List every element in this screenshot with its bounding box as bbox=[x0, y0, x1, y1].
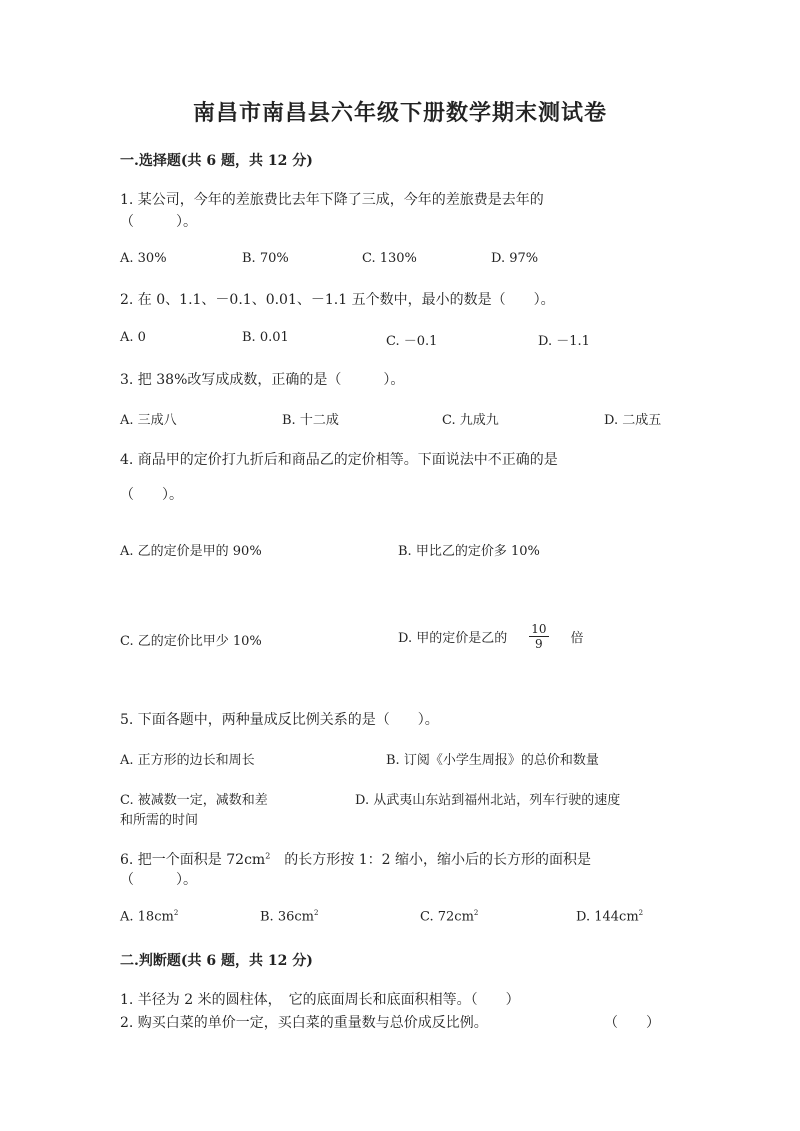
question-5-option-d-continued: 和所需的时间 bbox=[120, 813, 199, 828]
question-3-option-a[interactable]: A. 三成八 bbox=[120, 413, 177, 428]
question-4-option-d-suffix: 倍 bbox=[570, 631, 584, 646]
question-6-text bbox=[120, 849, 591, 869]
judgement-1-text: 1. 半径为 2 米的圆柱体， 它的底面周长和底面积相等。（ ） bbox=[120, 992, 520, 1008]
question-1-option-c[interactable]: C. 130% bbox=[362, 251, 417, 266]
question-3-option-b[interactable]: B. 十二成 bbox=[282, 413, 339, 428]
question-2-option-d[interactable]: D. －1.1 bbox=[538, 334, 590, 349]
question-6-text-start: 6. 把一个面积是 72cm bbox=[120, 852, 266, 868]
question-4-option-d[interactable] bbox=[398, 622, 584, 651]
question-1-blank: （ ）。 bbox=[120, 214, 197, 230]
question-5-option-a[interactable]: A. 正方形的边长和周长 bbox=[120, 753, 255, 768]
question-5-option-b[interactable]: B. 订阅《小学生周报》的总价和数量 bbox=[386, 753, 599, 768]
option-a-text: A. 18cm bbox=[120, 909, 174, 925]
option-c-text: C. 72cm bbox=[420, 909, 474, 925]
squared-superscript: 2 bbox=[313, 909, 319, 917]
question-6-text-end: 的长方形按 1：2 缩小，缩小后的长方形的面积是 bbox=[284, 852, 592, 868]
squared-superscript: 2 bbox=[173, 909, 179, 917]
option-b-text: B. 36cm bbox=[260, 909, 314, 925]
question-1-option-b[interactable]: B. 70% bbox=[242, 251, 289, 266]
question-6-blank: （ ）。 bbox=[120, 872, 197, 888]
question-4-option-a[interactable]: A. 乙的定价是甲的 90% bbox=[120, 544, 262, 559]
page-title: 南昌市南昌县六年级下册数学期末测试卷 bbox=[192, 100, 607, 126]
question-6-option-c[interactable] bbox=[420, 909, 478, 924]
judgement-2-answer-blank[interactable]: （ ） bbox=[604, 1015, 660, 1031]
question-3-option-c[interactable]: C. 九成九 bbox=[442, 413, 499, 428]
option-d-text: D. 144cm bbox=[576, 909, 639, 925]
question-3-text: 3. 把 38%改写成成数，正确的是（ ）。 bbox=[120, 372, 405, 388]
question-1-text: 1. 某公司，今年的差旅费比去年下降了三成，今年的差旅费是去年的 bbox=[120, 192, 544, 208]
squared-superscript: 2 bbox=[265, 851, 271, 861]
question-6-option-d[interactable] bbox=[576, 909, 643, 924]
judgement-2-text: 2. 购买白菜的单价一定，买白菜的重量数与总价成反比例。 bbox=[120, 1015, 488, 1031]
question-2-option-c[interactable]: C. －0.1 bbox=[386, 334, 438, 349]
fraction-numerator: 10 bbox=[531, 622, 547, 636]
question-1-option-d[interactable]: D. 97% bbox=[491, 251, 539, 266]
question-1-option-a[interactable]: A. 30% bbox=[120, 251, 167, 266]
question-5-option-d[interactable]: D. 从武夷山东站到福州北站，列车行驶的速度 bbox=[355, 793, 621, 808]
question-3-option-d[interactable]: D. 二成五 bbox=[604, 413, 662, 428]
fraction-denominator: 9 bbox=[535, 637, 543, 651]
question-4-text: 4. 商品甲的定价打九折后和商品乙的定价相等。下面说法中不正确的是 bbox=[120, 452, 558, 468]
question-4-option-c[interactable]: C. 乙的定价比甲少 10% bbox=[120, 634, 262, 649]
squared-superscript: 2 bbox=[473, 909, 479, 917]
question-4-option-d-text: D. 甲的定价是乙的 bbox=[398, 631, 508, 646]
fraction-ten-ninths bbox=[529, 622, 548, 651]
squared-superscript: 2 bbox=[638, 909, 644, 917]
question-6-option-a[interactable] bbox=[120, 909, 178, 924]
question-6-option-b[interactable] bbox=[260, 909, 318, 924]
question-2-option-b[interactable]: B. 0.01 bbox=[242, 330, 289, 345]
question-4-blank: （ ）。 bbox=[120, 487, 183, 503]
section-heading-choice: 一.选择题(共 6 题，共 12 分) bbox=[120, 153, 313, 169]
question-2-option-a[interactable]: A. 0 bbox=[120, 330, 146, 345]
section-heading-judgement: 二.判断题(共 6 题，共 12 分) bbox=[120, 953, 313, 969]
question-5-text: 5. 下面各题中，两种量成反比例关系的是（ ）。 bbox=[120, 712, 439, 728]
question-4-option-b[interactable]: B. 甲比乙的定价多 10% bbox=[398, 544, 540, 559]
question-5-option-c[interactable]: C. 被减数一定，减数和差 bbox=[120, 793, 268, 808]
question-2-text: 2. 在 0、1.1、－0.1、0.01、－1.1 五个数中，最小的数是（ ）。 bbox=[120, 292, 555, 308]
